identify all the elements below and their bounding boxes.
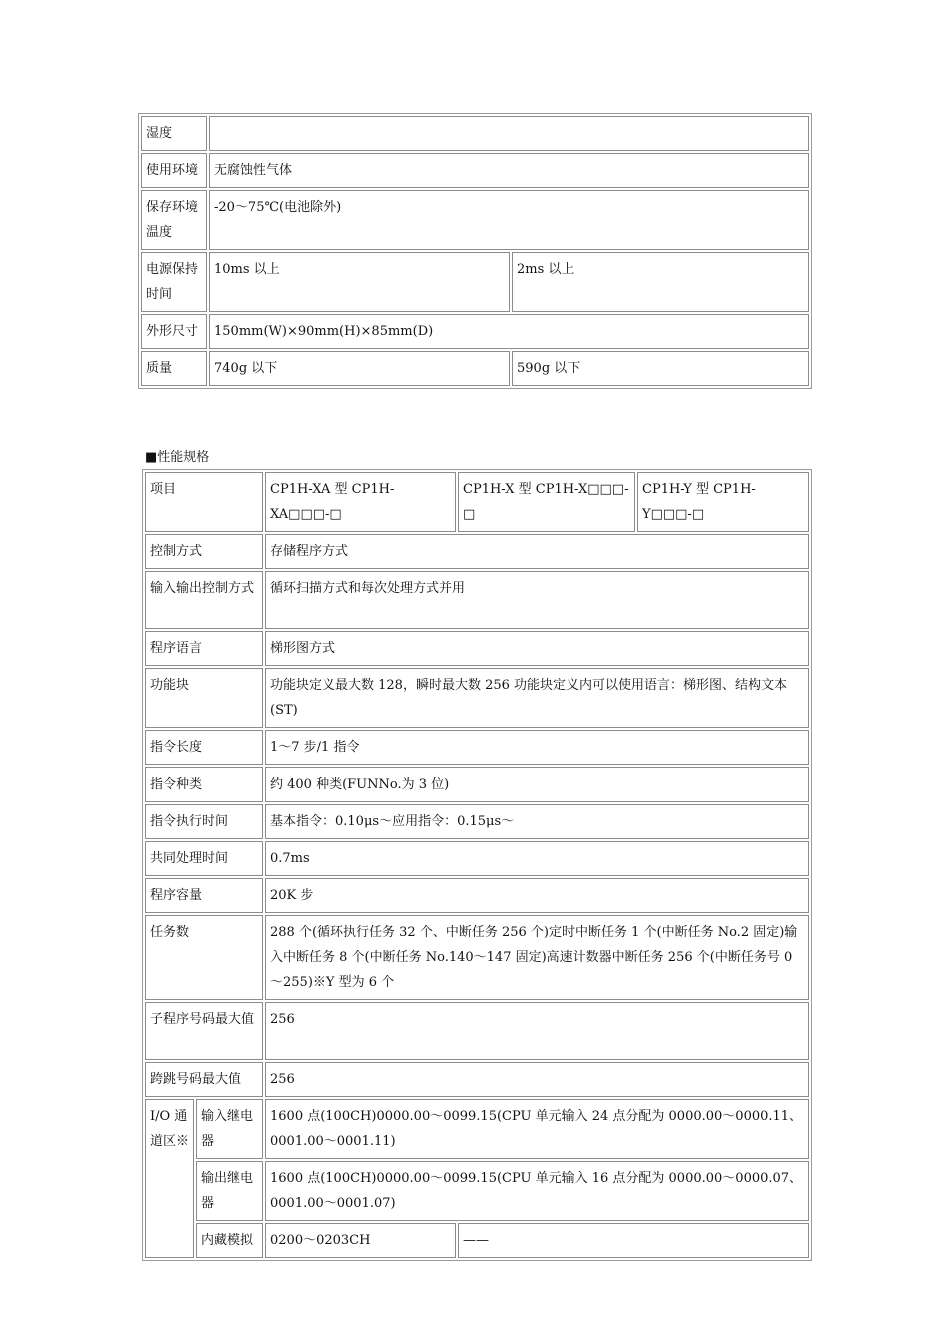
row-label: 跨跳号码最大值 (145, 1062, 263, 1097)
performance-spec-table (142, 469, 812, 1261)
row-label: 功能块 (145, 668, 263, 728)
row-value: -20～75℃(电池除外) (209, 190, 809, 250)
row-value: 256 (265, 1062, 809, 1097)
table-row (145, 1062, 809, 1097)
row-value: 基本指令：0.10μs～应用指令：0.15μs～ (265, 804, 809, 839)
row-label: 电源保持时间 (141, 252, 207, 312)
row-sublabel: 输出继电器 (196, 1161, 263, 1221)
row-value: 150mm(W)×90mm(H)×85mm(D) (209, 314, 809, 349)
table-row (145, 571, 809, 629)
row-value: —— (458, 1223, 809, 1258)
header-item: 项目 (145, 472, 263, 532)
row-value: 约 400 种类(FUNNo.为 3 位) (265, 767, 809, 802)
table-row (141, 116, 809, 151)
table-row (141, 153, 809, 188)
table-row (145, 767, 809, 802)
row-label: 子程序号码最大值 (145, 1002, 263, 1060)
row-sublabel: 输入继电器 (196, 1099, 263, 1159)
row-value: 0200～0203CH (265, 1223, 456, 1258)
io-area-label: I/O 通道区※ (145, 1099, 194, 1258)
header-x: CP1H-X 型 CP1H-X□□□-□ (458, 472, 635, 532)
row-label: 指令种类 (145, 767, 263, 802)
row-label: 程序容量 (145, 878, 263, 913)
table-row (145, 1161, 809, 1221)
row-label: 指令执行时间 (145, 804, 263, 839)
table-row (145, 804, 809, 839)
table-row (141, 252, 809, 312)
table-row (145, 730, 809, 765)
row-value: 740g 以下 (209, 351, 510, 386)
section-heading: ■性能规格 (145, 450, 210, 465)
row-value: 590g 以下 (512, 351, 809, 386)
header-y: CP1H-Y 型 CP1H-Y□□□-□ (637, 472, 809, 532)
row-value: 0.7ms (265, 841, 809, 876)
table-row (141, 190, 809, 250)
row-label: 程序语言 (145, 631, 263, 666)
row-value: 1600 点(100CH)0000.00～0099.15(CPU 单元输入 24 点分配为 0000.00～0000.11、0001.00～0001.11) (265, 1099, 809, 1159)
table-row (145, 631, 809, 666)
row-value: 循环扫描方式和每次处理方式并用 (265, 571, 809, 629)
row-value: 10ms 以上 (209, 252, 510, 312)
row-value: 存储程序方式 (265, 534, 809, 569)
row-value: 1～7 步/1 指令 (265, 730, 809, 765)
row-value: 288 个(循环执行任务 32 个、中断任务 256 个)定时中断任务 1 个(中断任务 No.2 固定)输入中断任务 8 个(中断任务 No.140～147 固定)高速计数器中断任务 256 个(中断任务号 0～255)※Y 型为 6 个 (265, 915, 809, 1000)
row-label: 使用环境 (141, 153, 207, 188)
row-label: 任务数 (145, 915, 263, 1000)
table-row (141, 351, 809, 386)
table-row (145, 668, 809, 728)
row-value: 256 (265, 1002, 809, 1060)
environment-spec-table (138, 113, 812, 389)
row-label: 控制方式 (145, 534, 263, 569)
table-row (145, 841, 809, 876)
table-row (145, 1099, 809, 1159)
table-row (145, 534, 809, 569)
table-row (141, 314, 809, 349)
header-xa: CP1H-XA 型 CP1H-XA□□□-□ (265, 472, 456, 532)
row-label: 输入输出控制方式 (145, 571, 263, 629)
row-value (209, 116, 809, 151)
table-row (145, 878, 809, 913)
row-value: 无腐蚀性气体 (209, 153, 809, 188)
row-value: 1600 点(100CH)0000.00～0099.15(CPU 单元输入 16 点分配为 0000.00～0000.07、0001.00～0001.07) (265, 1161, 809, 1221)
table-header-row (145, 472, 809, 532)
row-label: 共同处理时间 (145, 841, 263, 876)
row-label: 保存环境温度 (141, 190, 207, 250)
table-row (145, 1002, 809, 1060)
row-sublabel: 内藏模拟 (196, 1223, 263, 1258)
row-value: 20K 步 (265, 878, 809, 913)
row-label: 外形尺寸 (141, 314, 207, 349)
row-label: 质量 (141, 351, 207, 386)
row-value: 功能块定义最大数 128，瞬时最大数 256 功能块定义内可以使用语言：梯形图、结构文本(ST) (265, 668, 809, 728)
row-value: 2ms 以上 (512, 252, 809, 312)
table-row (145, 915, 809, 1000)
table-row (145, 1223, 809, 1258)
row-label: 湿度 (141, 116, 207, 151)
row-value: 梯形图方式 (265, 631, 809, 666)
row-label: 指令长度 (145, 730, 263, 765)
